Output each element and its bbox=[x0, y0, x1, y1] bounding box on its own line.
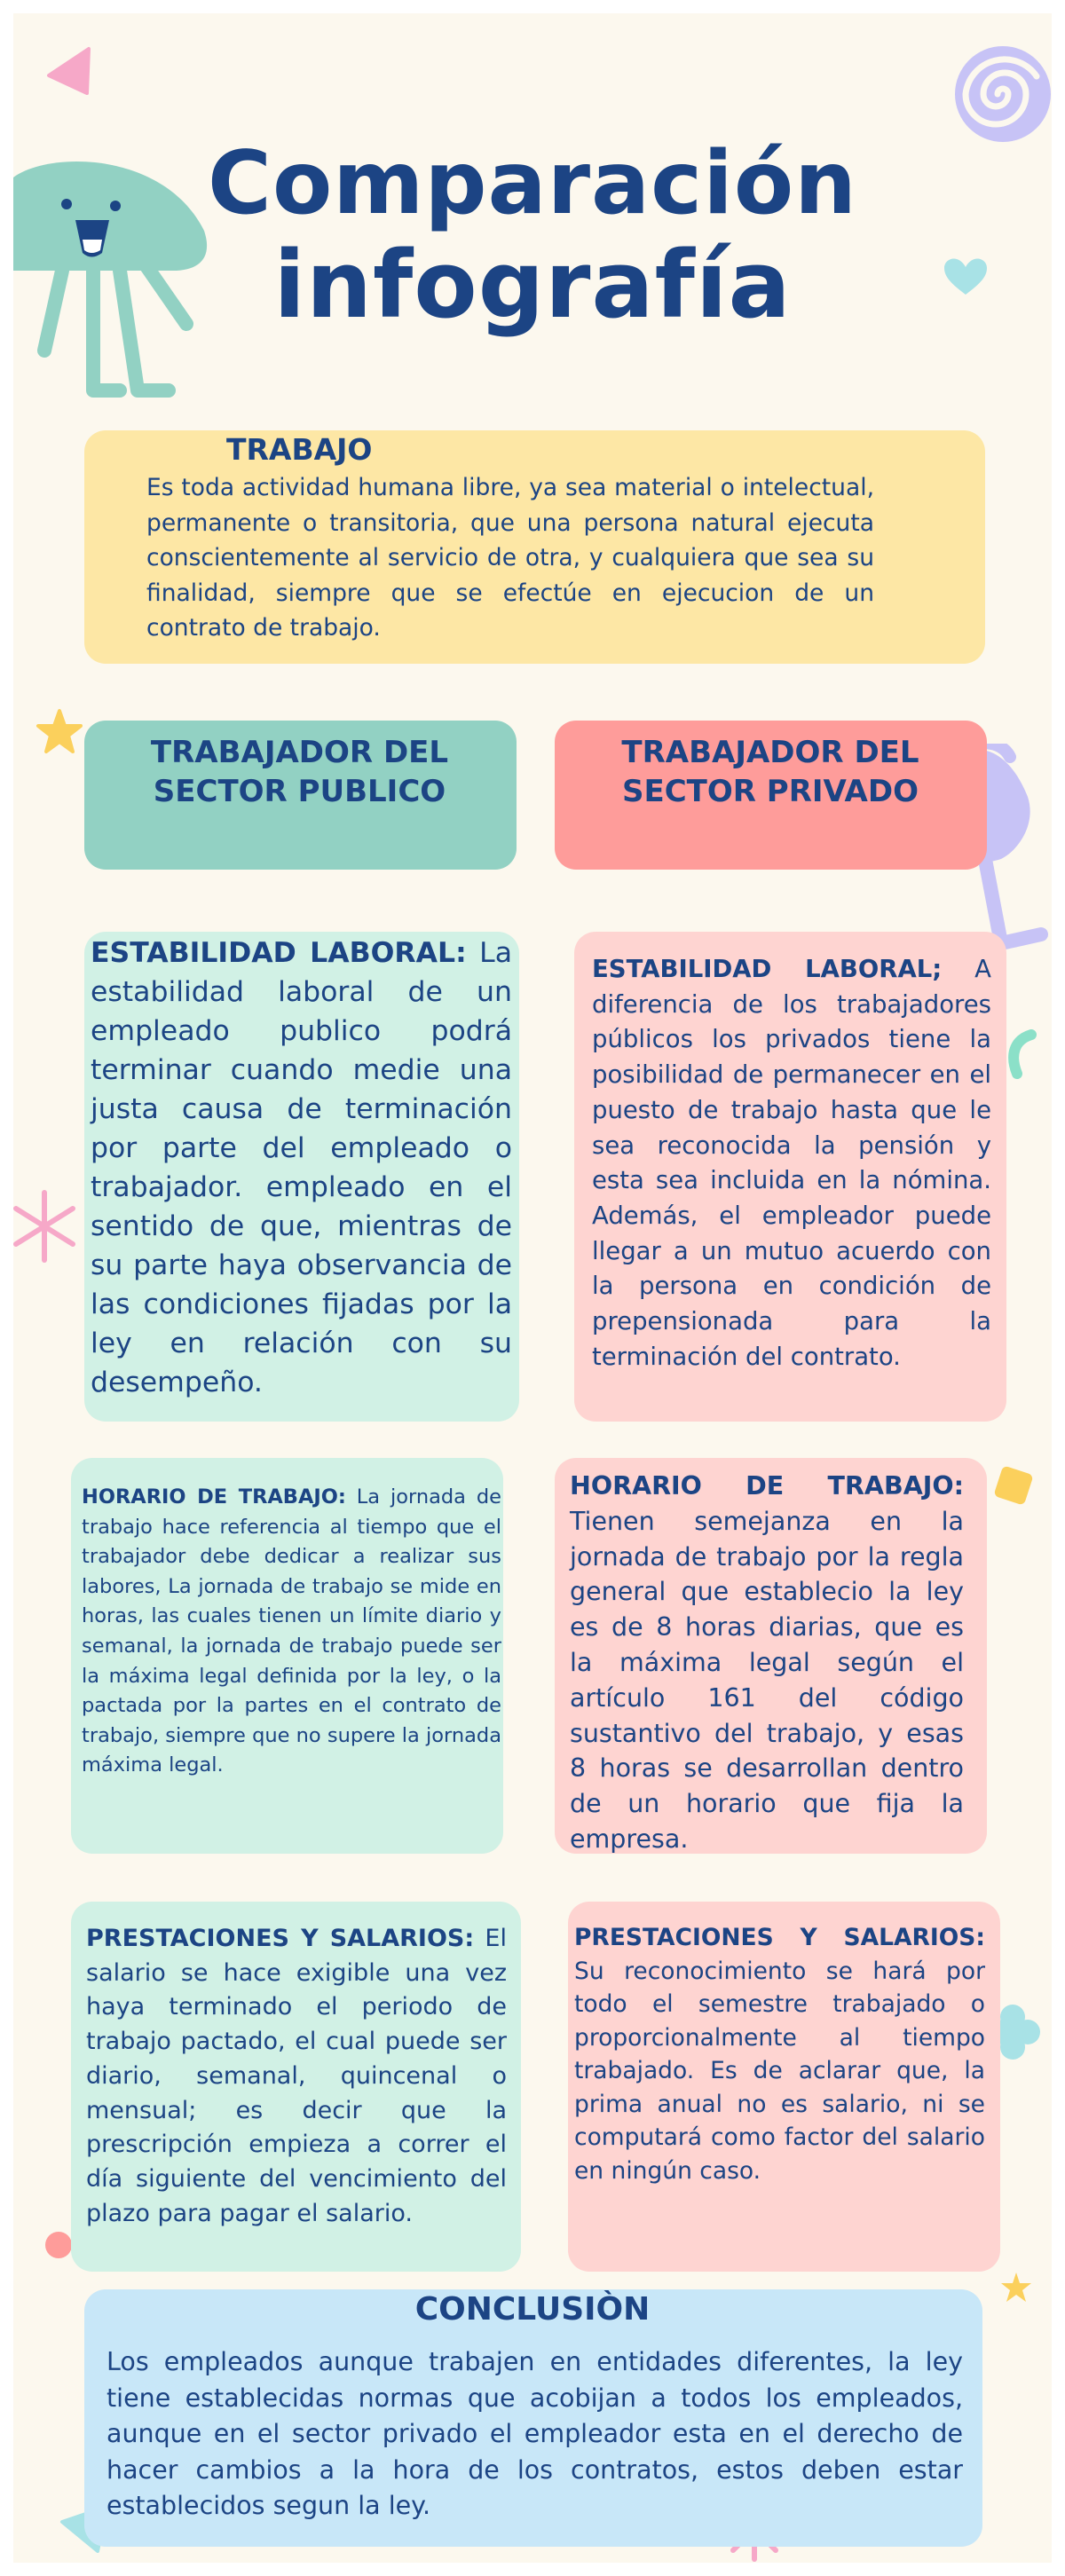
trabajo-heading: TRABAJO bbox=[226, 432, 373, 467]
star-icon bbox=[36, 708, 84, 757]
estabilidad-privado-text: ESTABILIDAD LABORAL; A diferencia de los trabajadores públicos los privados tiene la posibilidad de permanecer en el puesto de trabajo hasta que le sea reconocida la pensión y esta sea incluida en la nómina. Además, el empleador puede llegar a un mutuo acuerdo con la persona en condición de prepensionada para la terminación del contrato. bbox=[592, 955, 991, 1371]
page-title-line2: infografía bbox=[273, 231, 792, 339]
red-dot-icon bbox=[43, 2229, 75, 2261]
page-title-line1: Comparación bbox=[208, 133, 857, 234]
column-header-publico: TRABAJADOR DEL SECTOR PUBLICO bbox=[150, 735, 449, 809]
spiral-icon bbox=[948, 39, 1054, 154]
estabilidad-privado-label: ESTABILIDAD LABORAL; bbox=[592, 955, 943, 983]
small-star-icon bbox=[998, 2270, 1034, 2305]
estabilidad-publico-label: ESTABILIDAD LABORAL: bbox=[91, 937, 467, 969]
yellow-square-icon bbox=[990, 1462, 1037, 1509]
pink-triangle-icon bbox=[44, 44, 93, 98]
horario-privado-label: HORARIO DE TRABAJO: bbox=[570, 1471, 964, 1501]
column-header-privado: TRABAJADOR DEL SECTOR PRIVADO bbox=[621, 735, 919, 809]
estabilidad-publico-text: ESTABILIDAD LABORAL: La estabilidad laboral de un empleado publico podrá terminar cuando medie una justa causa de terminación por parte del empleado o trabajador. empleado en el sentido de que, mientras de su parte haya observancia de las condiciones fijadas por la ley en relación con su desempeño. bbox=[91, 937, 512, 1398]
prestaciones-publico-text: PRESTACIONES Y SALARIOS: El salario se hace exigible una vez haya terminado el periodo de trabajo pactado, el cual puede ser diario, semanal, quincenal o mensual; es decir que la prescripción empieza a correr el día siguiente del vencimiento del plazo para pagar el salario. bbox=[86, 1925, 507, 2227]
horario-publico-label: HORARIO DE TRABAJO: bbox=[82, 1485, 346, 1509]
pink-sparkle-icon bbox=[11, 1189, 77, 1264]
horario-privado-text: HORARIO DE TRABAJO: Tienen semejanza en la jornada de trabajo por la regla general que establecio la ley es de 8 horas diarias, que es la máxima legal según el artículo 161 del código sustantivo del trabajo, y esas 8 horas se desarrollan dentro de un horario que fija la empresa. bbox=[570, 1471, 964, 1854]
prestaciones-privado-text: PRESTACIONES Y SALARIOS: Su reconocimiento se hará por todo el semestre trabajado o proporcionalmente al tiempo trabajado. Es de aclarar que, la prima anual no es salario, ni se computará como factor del salario en ningún caso. bbox=[574, 1924, 985, 2185]
prestaciones-privado-label: PRESTACIONES Y SALARIOS: bbox=[574, 1924, 985, 1951]
conclusion-text: Los empleados aunque trabajen en entidades diferentes, la ley tiene establecidas normas que acobijan a todos los empleados, aunque en el sector privado el empleador esta en el derecho de hacer cambios a la hora de los contratos, estos deben estar establecidos segun la ley. bbox=[106, 2347, 963, 2520]
horario-publico-text: HORARIO DE TRABAJO: La jornada de trabajo hace referencia al tiempo que el trabajador debe dedicar a realizar sus labores, La jornada de trabajo se mide en horas, las cuales tienen un límite diario y semanal, la jornada de trabajo puede ser la máxima legal definida por la ley, o la pactada por la partes en el contrato de trabajo, siempre que no supere la jornada máxima legal. bbox=[82, 1485, 501, 1777]
conclusion-heading: CONCLUSIÒN bbox=[414, 2291, 651, 2328]
trabajo-text: Es toda actividad humana libre, ya sea material o intelectual, permanente o transitoria, que una persona natural ejecuta conscientemente al servicio de otra, y cualquiera que sea su finalidad, siempre que se efectúe en ejecucion de un contrato de trabajo. bbox=[146, 474, 874, 642]
mint-arc-icon bbox=[1005, 1029, 1040, 1083]
heart-icon bbox=[943, 256, 989, 300]
prestaciones-publico-label: PRESTACIONES Y SALARIOS: bbox=[86, 1925, 475, 1952]
